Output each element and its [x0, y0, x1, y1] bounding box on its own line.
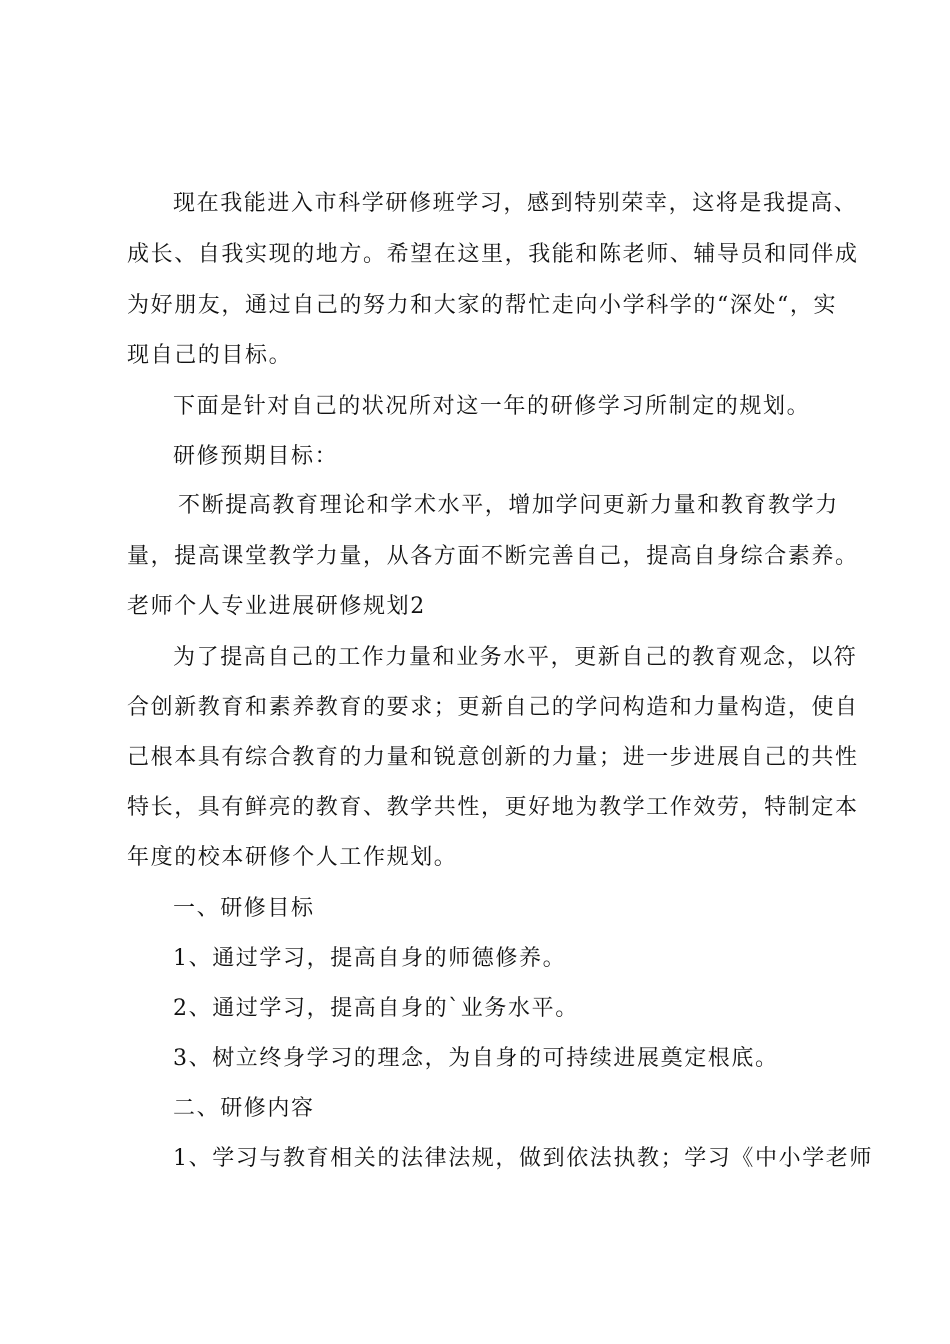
content-item-1: 1、学习与教育相关的法律法规，做到依法执教；学习《中小学老师 [173, 1146, 873, 1171]
paragraph-1-line-2: 成长、自我实现的地方。希望在这里，我能和陈老师、辅导员和同伴成 [127, 242, 859, 267]
paragraph-3-line-5: 年度的校本研修个人工作规划。 [127, 845, 458, 870]
paragraph-1-line-1: 现在我能进入市科学研修班学习，感到特别荣幸，这将是我提高、 [173, 191, 858, 216]
goal-item-2: 2、通过学习，提高自身的`业务水平。 [173, 996, 579, 1021]
goal-line-2: 量，提高课堂教学力量，从各方面不断完善自己，提高自身综合素养。 [127, 544, 859, 569]
paragraph-3-line-2: 合创新教育和素养教育的要求；更新自己的学问构造和力量构造，使自 [127, 695, 859, 720]
paragraph-1-line-3: 为好朋友，通过自己的努力和大家的帮忙走向小学科学的“深处“，实 [127, 293, 838, 318]
paragraph-1-line-4: 现自己的目标。 [127, 343, 293, 368]
heading-goals: 一、研修目标 [173, 896, 315, 921]
goal-item-1: 1、通过学习，提高自身的师德修养。 [173, 946, 567, 971]
paragraph-3-line-1: 为了提高自己的工作力量和业务水平，更新自己的教育观念，以符 [173, 645, 858, 670]
goal-heading: 研修预期目标： [173, 444, 339, 469]
heading-content: 二、研修内容 [173, 1096, 315, 1121]
section-title: 老师个人专业进展研修规划2 [127, 594, 426, 619]
paragraph-3-line-4: 特长，具有鲜亮的教育、教学共性，更好地为教学工作效劳，特制定本 [127, 795, 859, 820]
paragraph-3-line-3: 己根本具有综合教育的力量和锐意创新的力量；进一步进展自己的共性 [127, 745, 859, 770]
goal-item-3: 3、树立终身学习的理念，为自身的可持续进展奠定根底。 [173, 1046, 779, 1071]
goal-line-1: 不断提高教育理论和学术水平，增加学问更新力量和教育教学力 [178, 493, 839, 518]
paragraph-2: 下面是针对自己的状况所对这一年的研修学习所制定的规划。 [173, 394, 811, 419]
